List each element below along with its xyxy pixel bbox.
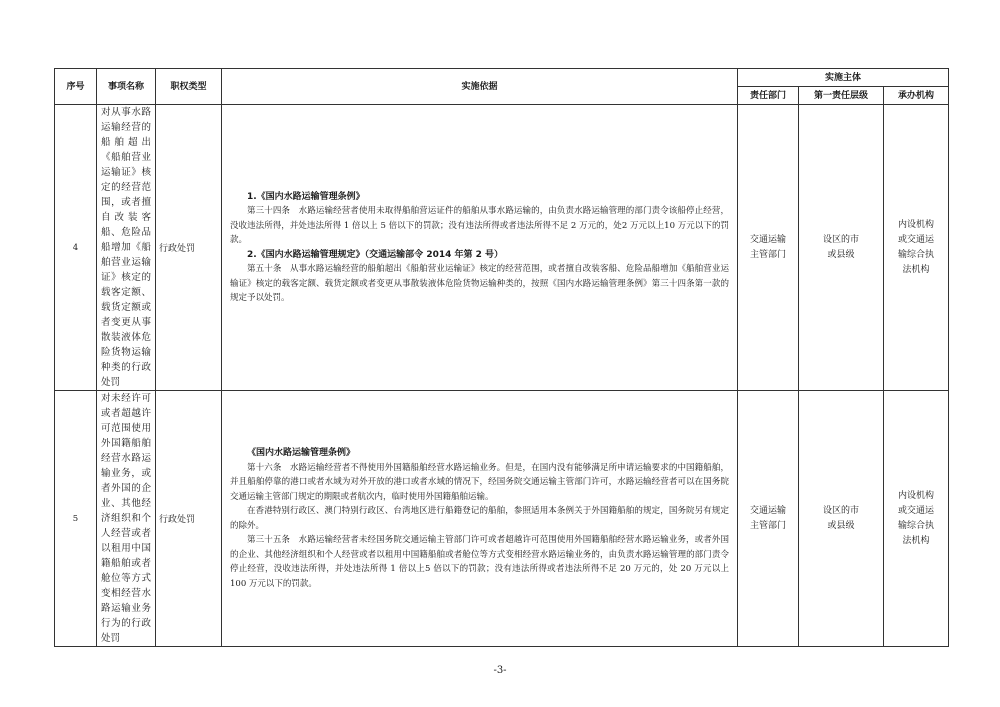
cell-line: 主管部门 xyxy=(749,249,786,260)
law-article: 第三十五条 水路运输经营者未经国务院交通运输主管部门许可或者超越许可范围使用外国籍船舶经营水路运输业务，或者外国的企业、其他经济组织和个人经营或者以租用中国籍船舶或者舱位等方式变相经营水路运输业务的，由负责水路运输管理的部门责令停止经营，没收违法所得，并处违法所得 1 倍以上5 倍以下的罚款；没有违法所得或者违法所得不足 20 万元的，处 20 万元以上 100 万元以下的罚款。 xyxy=(230,535,729,589)
law-article: 第五十条 从事水路运输经营的船舶超出《船舶营业运输证》核定的经营范围，或者擅自改装客船、危险品船增加《船舶营业运输证》核定的载客定额、载货定额或者变更从事散装液体危险货物运输种类的，按照《国内水路运输管理条例》第三十四条第一款的规定予以处罚。 xyxy=(230,264,729,303)
enforcement-table xyxy=(54,68,949,647)
cell-line: 法机构 xyxy=(902,535,930,546)
header-basis: 实施依据 xyxy=(222,69,738,105)
header-org: 承办机构 xyxy=(884,87,949,105)
dept-text xyxy=(738,233,798,263)
level-cell xyxy=(799,391,884,647)
header-type: 职权类型 xyxy=(156,69,222,105)
header-dept: 责任部门 xyxy=(738,87,799,105)
power-type: 行政处罚 xyxy=(156,391,222,647)
item-name-cell xyxy=(97,391,156,647)
basis-content xyxy=(230,446,729,591)
law-article: 第十六条 水路运输经营者不得使用外国籍船舶经营水路运输业务。但是，在国内没有能够满足所申请运输要求的中国籍船舶，并且船舶停靠的港口或者水域为对外开放的港口或者水域的情况下，经国务院交通运输主管部门许可，水路运输经营者可以在国务院交通运输主管部门规定的期限或者航次内，临时使用外国籍船舶运输。 xyxy=(230,462,729,502)
header-seq: 序号 xyxy=(55,69,97,105)
org-cell xyxy=(884,391,949,647)
cell-line: 主管部门 xyxy=(749,520,786,531)
dept-text xyxy=(738,504,798,534)
law-title: 2.《国内水路运输管理规定》（交通运输部令 2014 年第 2 号） xyxy=(247,249,504,260)
cell-line: 或交通运 xyxy=(898,505,935,516)
table-row xyxy=(55,105,949,391)
header-subject: 实施主体 xyxy=(738,69,949,87)
cell-line: 或交通运 xyxy=(898,234,935,245)
law-article: 第三十四条 水路运输经营者使用未取得船舶营运证件的船舶从事水路运输的，由负责水路运输管理的部门责令该船停止经营，没收违法所得，并处违法所得 1 倍以上 5 倍以下的罚款；没有违法所得或者违法所得不足 2 万元的，处2 万元以上10 万元以下的罚款。 xyxy=(230,206,729,245)
row-seq: 5 xyxy=(55,391,97,647)
cell-line: 交通运输 xyxy=(749,505,786,516)
row-seq: 4 xyxy=(55,105,97,391)
cell-line: 内设机构 xyxy=(898,219,935,230)
item-name: 对从事水路运输经营的船舶超出《船舶营业运输证》核定的经营范围，或者擅自改装客船、危险品船增加《船舶营业运输证》核定的载客定额、载货定额或者变更从事散装液体危险货物运输种类的行政处罚 xyxy=(101,107,151,388)
cell-line: 输综合执 xyxy=(898,249,935,260)
header-name: 事项名称 xyxy=(97,69,156,105)
cell-line: 设区的市 xyxy=(822,505,859,516)
level-text xyxy=(799,233,883,263)
table-body xyxy=(55,105,949,647)
cell-line: 或县级 xyxy=(827,520,855,531)
item-name: 对未经许可或者超越许可范围使用外国籍船舶经营水路运输业务，或者外国的企业、其他经济组织和个人经营或者以租用中国籍船舶或者舱位等方式变相经营水路运输业务行为的行政处罚 xyxy=(101,393,151,644)
org-cell xyxy=(884,105,949,391)
basis-cell xyxy=(222,391,738,647)
dept-cell xyxy=(738,105,799,391)
item-name-cell xyxy=(97,105,156,391)
page-number: -3- xyxy=(493,665,507,676)
table-row xyxy=(55,391,949,647)
basis-cell xyxy=(222,105,738,391)
power-type: 行政处罚 xyxy=(156,105,222,391)
header-level: 第一责任层级 xyxy=(799,87,884,105)
cell-line: 交通运输 xyxy=(749,234,786,245)
org-text xyxy=(884,218,948,278)
cell-line: 设区的市 xyxy=(822,234,859,245)
cell-line: 输综合执 xyxy=(898,520,935,531)
law-title: 1.《国内水路运输管理条例》 xyxy=(247,191,365,202)
level-cell xyxy=(799,105,884,391)
level-text xyxy=(799,504,883,534)
dept-cell xyxy=(738,391,799,647)
org-text xyxy=(884,489,948,549)
law-article: 在香港特别行政区、澳门特别行政区、台湾地区进行船籍登记的船舶，参照适用本条例关于外国籍船舶的规定，国务院另有规定的除外。 xyxy=(230,506,729,531)
cell-line: 法机构 xyxy=(902,264,930,275)
cell-line: 内设机构 xyxy=(898,490,935,501)
cell-line: 或县级 xyxy=(827,249,855,260)
basis-content xyxy=(230,190,729,306)
law-title: 《国内水路运输管理条例》 xyxy=(247,448,356,458)
